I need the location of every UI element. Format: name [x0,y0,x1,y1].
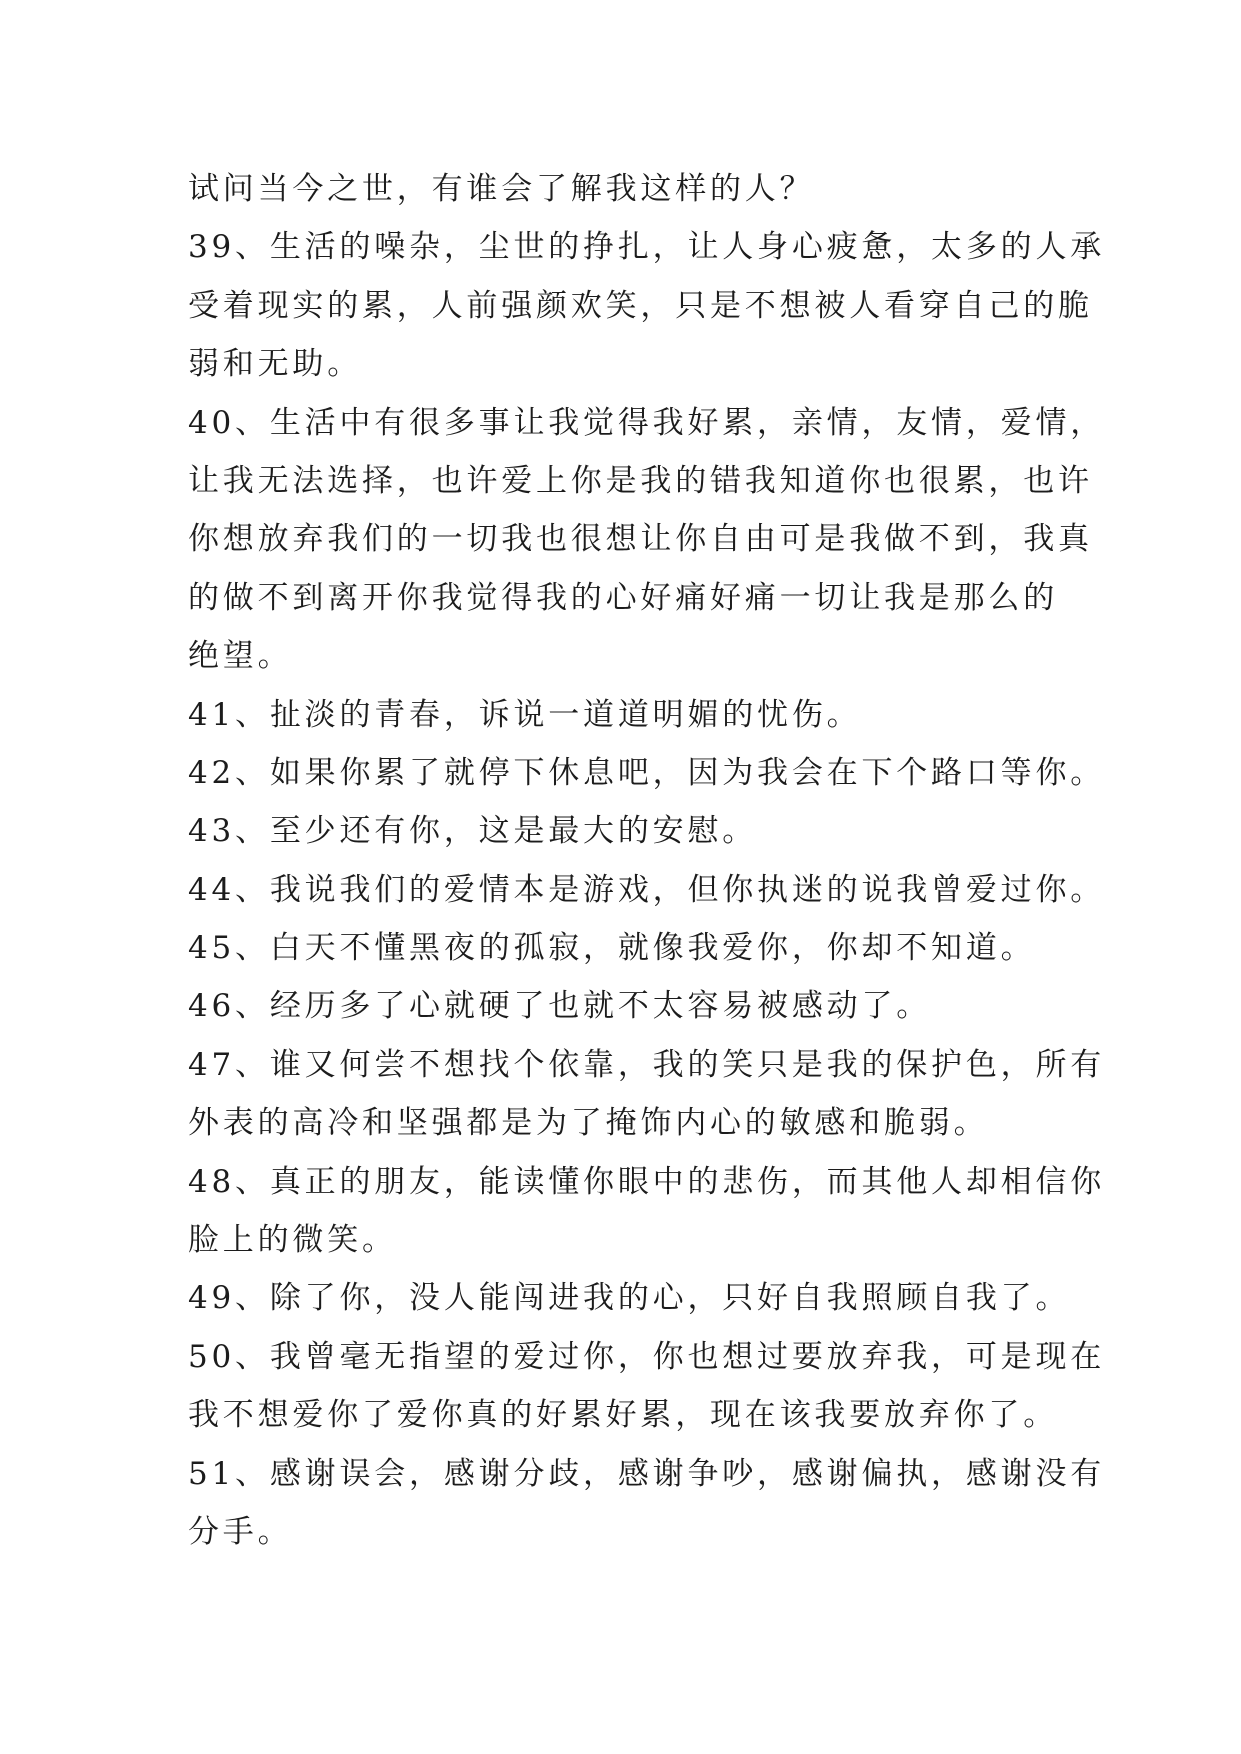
body-text [188,160,1106,1561]
text-line: 39、生活的噪杂，尘世的挣扎，让人身心疲惫，太多的人承 [188,229,1106,266]
text-line: 51、感谢误会，感谢分歧，感谢争吵，感谢偏执，感谢没有 [188,1455,1106,1492]
text-line: 48、真正的朋友，能读懂你眼中的悲伤，而其他人却相信你 [188,1163,1106,1200]
text-line: 42、如果你累了就停下休息吧，因为我会在下个路口等你。 [188,754,1106,791]
text-line: 47、谁又何尝不想找个依靠，我的笑只是我的保护色，所有 [188,1046,1106,1083]
text-line: 40、生活中有很多事让我觉得我好累，亲情，友情，爱情， [188,404,1106,441]
text-line: 45、白天不懂黑夜的孤寂，就像我爱你，你却不知道。 [188,930,1036,967]
text-line: 你想放弃我们的一切我也很想让你自由可是我做不到，我真 [188,521,1093,558]
text-line: 41、扯淡的青春，诉说一道道明媚的忧伤。 [188,696,862,733]
text-line: 50、我曾毫无指望的爱过你，你也想过要放弃我，可是现在 [188,1338,1106,1375]
text-line: 受着现实的累，人前强颜欢笑，只是不想被人看穿自己的脆 [188,287,1093,324]
text-line: 我不想爱你了爱你真的好累好累，现在该我要放弃你了。 [188,1397,1058,1434]
text-line: 43、至少还有你，这是最大的安慰。 [188,813,758,850]
text-line: 外表的高冷和坚强都是为了掩饰内心的敏感和脆弱。 [188,1105,989,1142]
text-line: 脸上的微笑。 [188,1222,397,1259]
text-line: 49、除了你，没人能闯进我的心，只好自我照顾自我了。 [188,1280,1071,1317]
text-line: 弱和无助。 [188,346,362,383]
text-line: 让我无法选择，也许爱上你是我的错我知道你也很累，也许 [188,462,1093,499]
text-line: 44、我说我们的爱情本是游戏，但你执迷的说我曾爱过你。 [188,871,1106,908]
text-line: 的做不到离开你我觉得我的心好痛好痛一切让我是那么的 [188,579,1058,616]
text-line: 46、经历多了心就硬了也就不太容易被感动了。 [188,988,932,1025]
text-line: 分手。 [188,1513,293,1550]
text-line: 试问当今之世，有谁会了解我这样的人？ [188,171,815,207]
text-line: 绝望。 [188,638,293,675]
